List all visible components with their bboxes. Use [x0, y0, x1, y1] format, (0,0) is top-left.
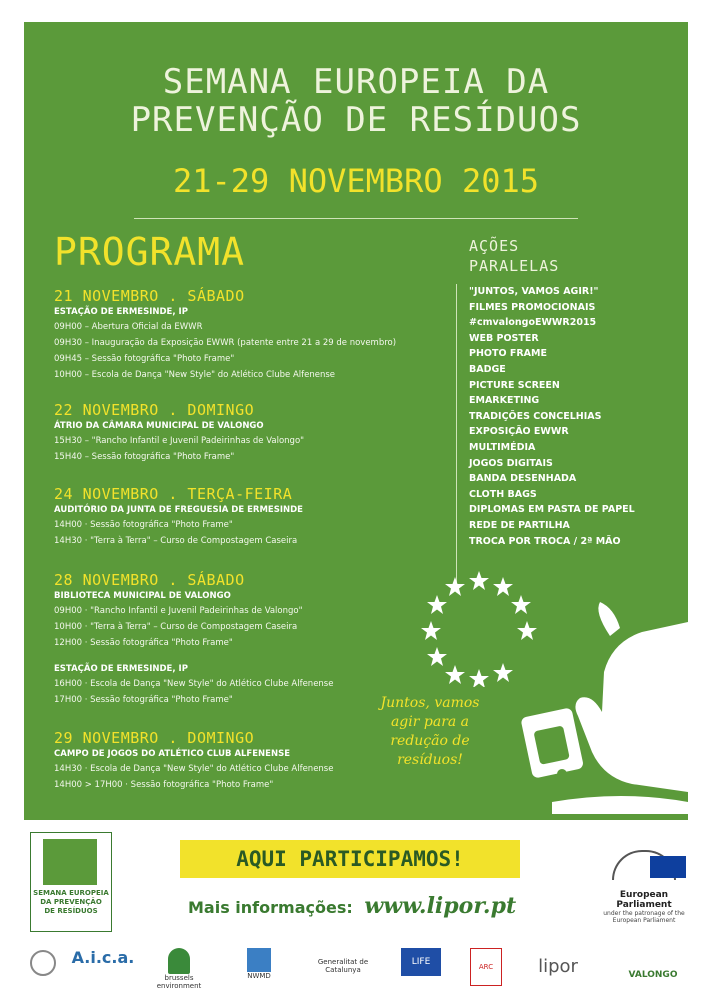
acoes-item: FILMES PROMOCIONAIS [469, 301, 596, 313]
day-venue: ESTAÇÃO DE ERMESINDE, IP [54, 307, 188, 317]
acoes-item: MULTIMÉDIA [469, 441, 536, 453]
acoes-title-1: AÇÕES [469, 237, 520, 255]
event-item: 15H30 – "Rancho Infantil e Juvenil Padeirinhas de Valongo" [54, 436, 305, 446]
sponsor-logo [28, 948, 58, 994]
acoes-item: TROCA POR TROCA / 2ª MÃO [469, 535, 621, 547]
day-venue: ESTAÇÃO DE ERMESINDE, IP [54, 664, 188, 674]
acoes-item: REDE DE PARTILHA [469, 519, 570, 531]
title-line-1: SEMANA EUROPEIA DA [162, 62, 550, 102]
day-block-22 [54, 400, 454, 465]
event-item: 14H00 · Sessão fotográfica "Photo Frame" [54, 520, 233, 530]
acoes-item: JOGOS DIGITAIS [469, 457, 553, 469]
hand-with-bin-icon [492, 602, 688, 814]
european-parliament-logo [596, 850, 692, 924]
sponsor-logo: brussels environment [144, 948, 214, 994]
acoes-item: BADGE [469, 363, 506, 375]
nwmd-cube-icon [247, 948, 271, 972]
event-dates: 21-29 NOVEMBRO 2015 [172, 162, 540, 200]
sponsor-logo: lipor [538, 956, 578, 977]
column-divider [456, 284, 457, 584]
acoes-item: CLOTH BAGS [469, 488, 537, 500]
tagline-line: agir para a [390, 714, 470, 730]
ewwr-hand-icon [43, 839, 97, 885]
divider [134, 218, 578, 219]
acoes-title-2: PARALELAS [469, 257, 560, 275]
acoes-item: EXPOSIÇÃO EWWR [469, 426, 569, 438]
acoes-item: TRADIÇÕES CONCELHIAS [469, 410, 602, 422]
acoes-item: DIPLOMAS EM PASTA DE PAPEL [469, 504, 635, 516]
website-link[interactable]: www.lipor.pt [364, 893, 517, 919]
acoes-heading [469, 236, 559, 276]
acoes-item: "JUNTOS, VAMOS AGIR!" [469, 286, 599, 297]
event-item: 12H00 · Sessão fotográfica "Photo Frame" [54, 638, 233, 648]
acoes-item: WEB POSTER [469, 332, 539, 344]
sponsor-logo: VALONGO [628, 970, 678, 980]
acoes-item: PHOTO FRAME [469, 348, 547, 360]
eu-flag-icon [650, 856, 686, 878]
ep-subtitle: under the patronage of the European Parliament [603, 910, 685, 924]
title-line-2: PREVENÇÃO DE RESÍDUOS [130, 100, 582, 140]
ewwr-logo [30, 832, 112, 932]
day-venue: CAMPO DE JOGOS DO ATLÉTICO CLUB ALFENENSE [54, 749, 291, 759]
sponsor-logo: NWMD [224, 948, 294, 994]
event-item: 14H30 · "Terra à Terra" – Curso de Compostagem Caseira [54, 536, 298, 546]
sponsor-logo: LIFE [396, 948, 446, 994]
ep-name: European Parliament [616, 890, 672, 910]
day-date: 29 NOVEMBRO . DOMINGO [54, 729, 255, 747]
day-date: 24 NOVEMBRO . TERÇA-FEIRA [54, 485, 293, 503]
event-item: 14H30 · Escola de Dança "New Style" do Atlético Clube Alfenense [54, 764, 334, 774]
day-block-24 [54, 484, 454, 549]
day-date: 21 NOVEMBRO . SÁBADO [54, 287, 245, 305]
sponsor-emblem-icon [28, 948, 58, 978]
day-venue: BIBLIOTECA MUNICIPAL DE VALONGO [54, 591, 231, 601]
event-item: 09H00 – Abertura Oficial da EWWR [54, 322, 203, 332]
tree-icon [168, 948, 190, 974]
sponsor-logos [28, 948, 698, 996]
event-item: 17H00 · Sessão fotográfica "Photo Frame" [54, 695, 233, 705]
tagline-line: resíduos! [397, 752, 463, 768]
acoes-item: #cmvalongoEWWR2015 [469, 317, 597, 329]
event-item: 09H00 · "Rancho Infantil e Juvenil Padeirinhas de Valongo" [54, 606, 303, 616]
tagline-line: Juntos, vamos [380, 695, 480, 711]
event-item: 16H00 · Escola de Dança "New Style" do Atlético Clube Alfenense [54, 679, 334, 689]
acoes-item: PICTURE SCREEN [469, 379, 560, 391]
more-info [188, 893, 516, 919]
day-block-21 [54, 286, 454, 383]
tagline [350, 694, 510, 770]
day-date: 28 NOVEMBRO . SÁBADO [54, 571, 245, 589]
event-item: 09H45 – Sessão fotográfica "Photo Frame" [54, 354, 235, 364]
participation-banner: AQUI PARTICIPAMOS! [180, 840, 520, 878]
sponsor-logo: ARC [466, 948, 506, 994]
tagline-line: redução de [390, 733, 470, 749]
sponsor-logo: A.i.c.a. [71, 948, 135, 967]
poster-panel [24, 22, 688, 820]
day-block-28 [54, 570, 454, 708]
day-venue: AUDITÓRIO DA JUNTA DE FREGUESIA DE ERMESINDE [54, 505, 303, 515]
programa-heading: PROGRAMA [54, 230, 246, 274]
acoes-item: BANDA DESENHADA [469, 473, 577, 485]
day-date: 22 NOVEMBRO . DOMINGO [54, 401, 255, 419]
more-info-label: Mais informações: [188, 898, 353, 917]
ewwr-logo-text: SEMANA EUROPEIA DA PREVENÇÃO DE RESÍDUOS [33, 889, 109, 915]
event-item: 10H00 · "Terra à Terra" – Curso de Compostagem Caseira [54, 622, 298, 632]
event-item: 09H30 – Inauguração da Exposição EWWR (patente entre 21 a 29 de novembro) [54, 338, 397, 348]
acoes-list [469, 284, 669, 549]
event-item: 15H40 – Sessão fotográfica "Photo Frame" [54, 452, 235, 462]
event-item: 10H00 – Escola de Dança "New Style" do Atlético Clube Alfenense [54, 370, 336, 380]
sponsor-logo: Generalitat de Catalunya [317, 958, 369, 974]
day-venue: ÁTRIO DA CÂMARA MUNICIPAL DE VALONGO [54, 421, 264, 431]
acoes-item: EMARKETING [469, 395, 540, 407]
event-item: 14H00 > 17H00 · Sessão fotográfica "Photo Frame" [54, 780, 274, 790]
